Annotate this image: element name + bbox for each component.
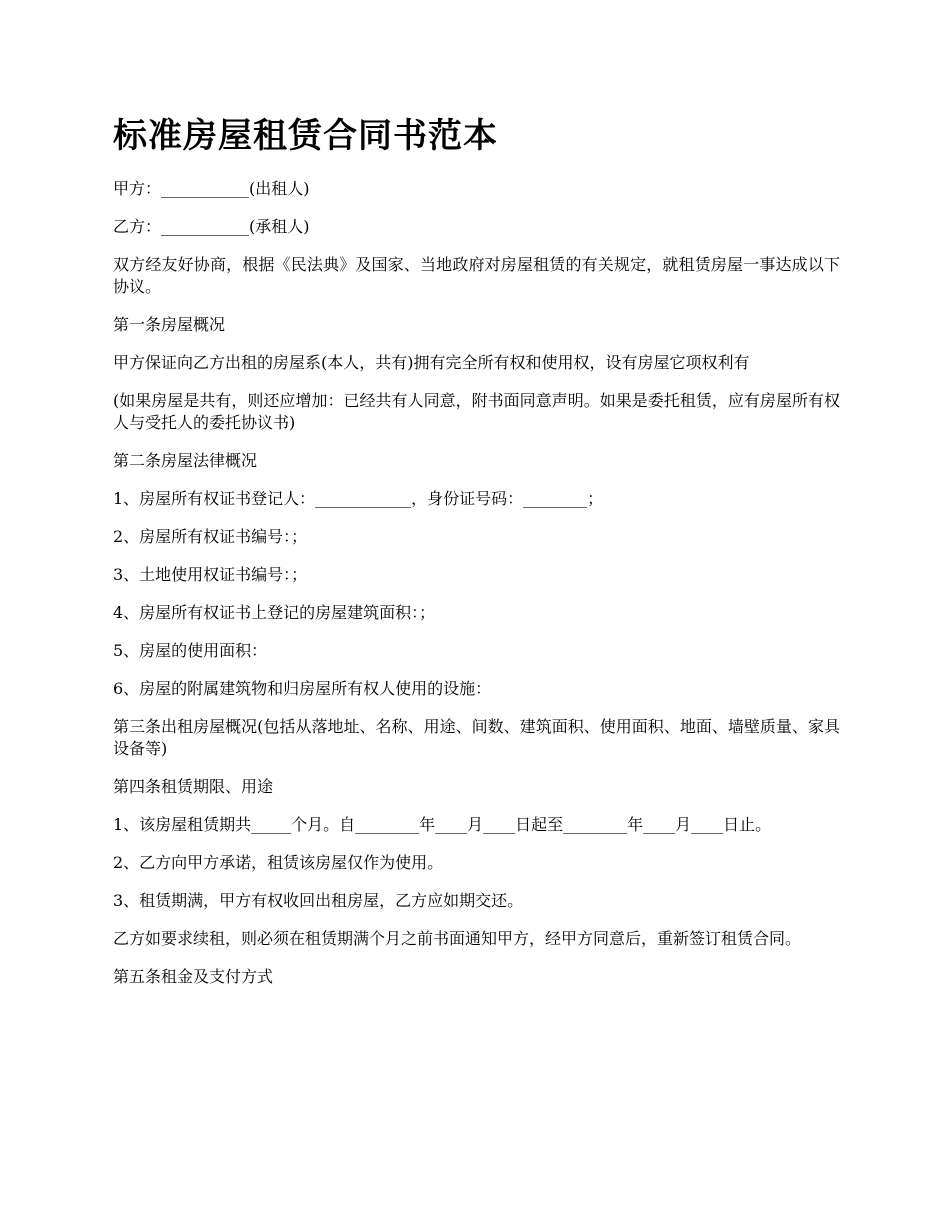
article-2-item-3: 3、土地使用权证书编号：； — [113, 565, 308, 584]
article-4-item-2: 2、乙方向甲方承诺，租赁该房屋仅作为使用。 — [113, 853, 444, 872]
article-4-renewal-paragraph: 乙方如要求续租，则必须在租赁期满个月之前书面通知甲方，经甲方同意后，重新签订租赁合同。 — [113, 929, 802, 948]
article-4-item-1: 1、该房屋租赁期共_____个月。自________年____月____日起至________年____月____日止。 — [113, 815, 772, 834]
article-1-note: (如果房屋是共有，则还应增加：已经共有人同意，附书面同意声明。如果是委托租赁，应有房屋所有权人与受托人的委托协议书) — [113, 391, 840, 432]
article-2-item-5: 5、房屋的使用面积： — [113, 641, 268, 660]
article-4-heading: 第四条租赁期限、用途 — [113, 777, 274, 796]
article-3-heading: 第三条出租房屋概况(包括从落地址、名称、用途、间数、建筑面积、使用面积、地面、墙壁质量、家具设备等) — [113, 717, 840, 758]
article-1-paragraph: 甲方保证向乙方出租的房屋系(本人，共有)拥有完全所有权和使用权，设有房屋它项权利有 — [113, 353, 750, 372]
party-b-line: 乙方：___________(承租人) — [113, 217, 310, 236]
document-title: 标准房屋租赁合同书范本 — [113, 116, 498, 156]
document-page — [113, 112, 840, 1004]
article-2-item-6: 6、房屋的附属建筑物和归房屋所有权人使用的设施： — [113, 679, 492, 698]
party-a-line: 甲方：___________(出租人) — [113, 179, 310, 198]
article-2-item-1: 1、房屋所有权证书登记人：____________，身份证号码：________； — [113, 489, 604, 508]
preamble-paragraph: 双方经友好协商，根据《民法典》及国家、当地政府对房屋租赁的有关规定，就租赁房屋一事达成以下协议。 — [113, 255, 840, 296]
article-5-heading: 第五条租金及支付方式 — [113, 967, 274, 986]
article-1-heading: 第一条房屋概况 — [113, 315, 226, 334]
article-2-heading: 第二条房屋法律概况 — [113, 451, 258, 470]
article-4-item-3: 3、租赁期满，甲方有权收回出租房屋，乙方应如期交还。 — [113, 891, 524, 910]
article-2-item-4: 4、房屋所有权证书上登记的房屋建筑面积：； — [113, 603, 436, 622]
article-2-item-2: 2、房屋所有权证书编号：； — [113, 527, 308, 546]
